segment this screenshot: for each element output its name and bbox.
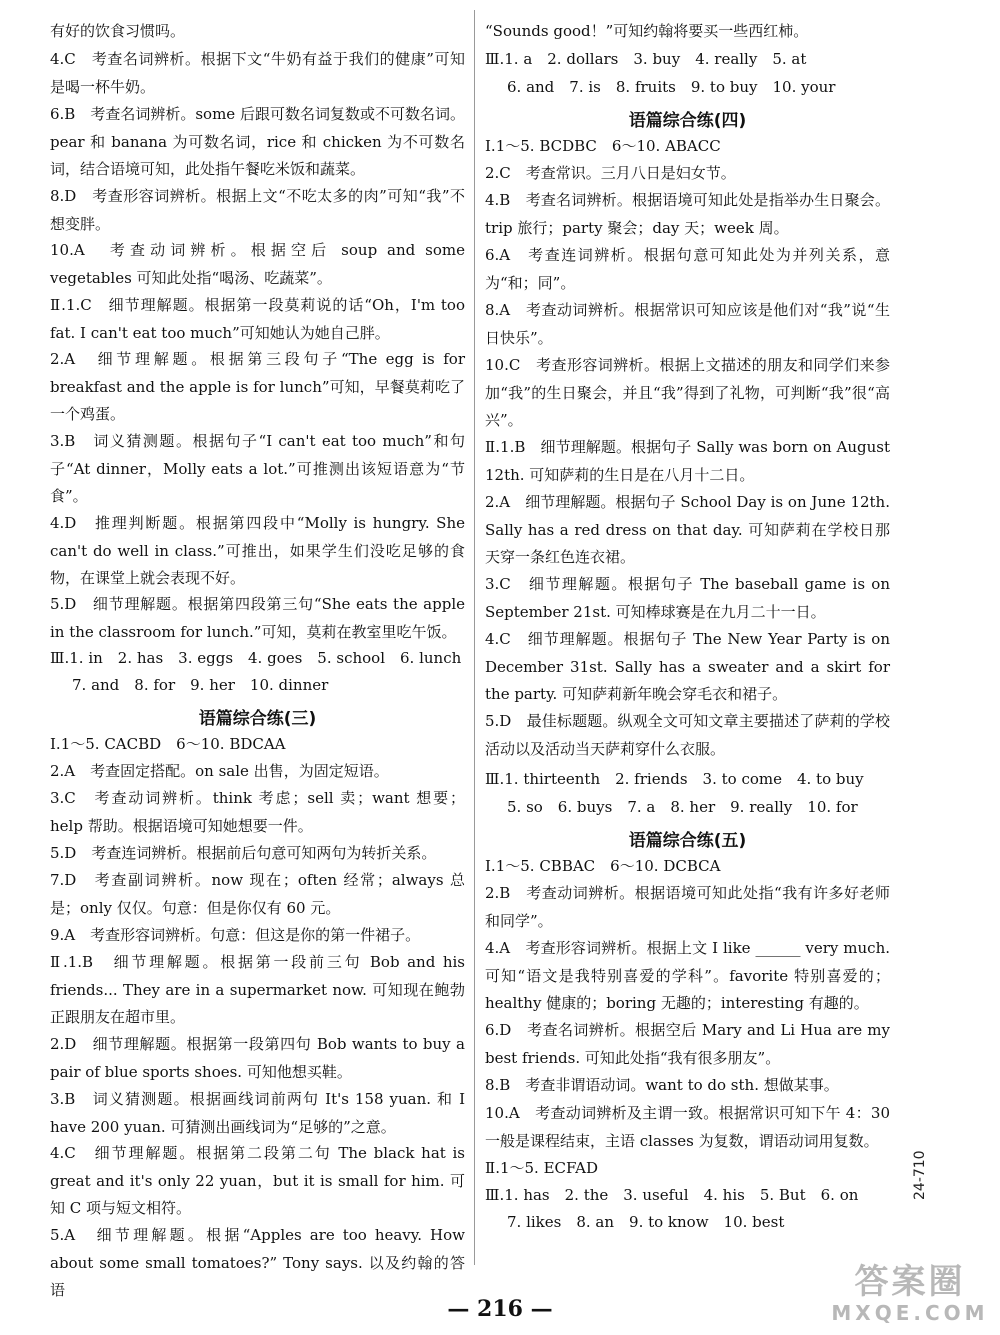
- answer-paragraph: 9.A 考查形容词辨析。句意：但这是你的第一件裙子。: [50, 926, 421, 944]
- answer-paragraph: 8.D 考查形容词辨析。根据上文“不吃太多的肉”可知“我”不想变胖。: [50, 187, 465, 233]
- answer-paragraph: 3.C 细节理解题。根据句子 The baseball game is on September 21st. 可知棒球赛是在九月二十一日。: [485, 575, 890, 621]
- column-divider: [474, 10, 475, 1265]
- answer-paragraph: 2.A 细节理解题。根据第三段句子“The egg is for breakfast and the apple is for lunch”可知，早餐莫莉吃了一个鸡蛋。: [50, 350, 465, 423]
- answer-paragraph: 7. likes 8. an 9. to know 10. best: [507, 1213, 785, 1231]
- page-number: — 216 —: [447, 1296, 553, 1322]
- answer-paragraph: Ⅱ.1.C 细节理解题。根据第一段莫莉说的话“Oh，I'm too fat. I can't eat too much”可知她认为她自己胖。: [50, 296, 465, 342]
- answer-paragraph: 3.B 词义猜测题。根据画线词前两句 It's 158 yuan. 和 I have 200 yuan. 可猜测出画线词为“足够的”之意。: [50, 1090, 465, 1136]
- answer-paragraph: 8.B 考查非谓语动词。want to do sth. 想做某事。: [485, 1076, 839, 1094]
- answer-paragraph: Ⅲ.1. has 2. the 3. useful 4. his 5. But 6. on: [485, 1186, 859, 1204]
- answer-paragraph: 7. and 8. for 9. her 10. dinner: [72, 676, 329, 694]
- answer-paragraph: 5.D 最佳标题题。纵观全文可知文章主要描述了萨莉的学校活动以及活动当天萨莉穿什么衣服。: [485, 712, 890, 758]
- answer-paragraph: 4.C 细节理解题。根据句子 The New Year Party is on December 31st. Sally has a sweater and a skirt for the party. 可知萨莉新年晚会穿毛衣和裙子。: [485, 630, 890, 703]
- watermark-logo: [830, 1262, 990, 1328]
- answer-paragraph: 3.C 考查动词辨析。think 考虑；sell 卖；want 想要；help 帮助。根据语境可知她想要一件。: [50, 789, 465, 835]
- answer-paragraph: 6.B 考查名词辨析。some 后跟可数名词复数或不可数名词。pear 和 banana 为可数名词，rice 和 chicken 为不可数名词，结合语境可知，此处指午餐吃米饭和蔬菜。: [50, 105, 465, 178]
- side-code: 24-710: [912, 1150, 928, 1200]
- answer-paragraph: 5. so 6. buys 7. a 8. her 9. really 10. for: [507, 798, 858, 816]
- answer-paragraph: 2.D 细节理解题。根据第一段第四句 Bob wants to buy a pair of blue sports shoes. 可知他想买鞋。: [50, 1035, 465, 1081]
- answer-paragraph: Ⅱ.1.B 细节理解题。根据句子 Sally was born on August 12th. 可知萨莉的生日是在八月十二日。: [485, 438, 890, 484]
- answer-paragraph: 6.A 考查连词辨析。根据句意可知此处为并列关系，意为“和；同”。: [485, 246, 890, 292]
- answer-paragraph: Ⅰ.1～5. BCDBC 6～10. ABACC: [485, 137, 721, 155]
- answer-paragraph: 10.A 考查动词辨析及主谓一致。根据常识可知下午 4：30 一般是课程结束，主语 classes 为复数，谓语动词用复数。: [485, 1104, 890, 1150]
- answer-paragraph: 5.D 细节理解题。根据第四段第三句“She eats the apple in the classroom for lunch.”可知，莫莉在教室里吃午饭。: [50, 595, 465, 641]
- answer-paragraph: Ⅲ.1. in 2. has 3. eggs 4. goes 5. school 6. lunch: [50, 649, 462, 667]
- answer-paragraph: 4.A 考查形容词辨析。根据上文 I like ______ very much. 可知“语文是我特别喜爱的学科”。favorite 特别喜爱的；healthy 健康的；boring 无趣的；interesting 有趣的。: [485, 939, 890, 1012]
- section-heading: 语篇综合练(四): [628, 111, 747, 131]
- answer-paragraph: 5.A 细节理解题。根据“Apples are too heavy. How about some small tomatoes?” Tony says. 以及约翰的答语: [50, 1226, 465, 1299]
- answer-paragraph: Ⅰ.1～5. CBBAC 6～10. DCBCA: [485, 857, 721, 875]
- answer-paragraph: 2.A 细节理解题。根据句子 School Day is on June 12th. Sally has a red dress on that day. 可知萨莉在学校日那天穿一条红色连衣裙。: [485, 493, 890, 566]
- answer-paragraph: 4.B 考查名词辨析。根据语境可知此处是指举办生日聚会。trip 旅行；party 聚会；day 天；week 周。: [485, 191, 890, 237]
- answer-paragraph: Ⅱ.1.B 细节理解题。根据第一段前三句 Bob and his friends... They are in a supermarket now. 可知现在鲍勃正跟朋友在超市里。: [50, 953, 465, 1026]
- answer-paragraph: 5.D 考查连词辨析。根据前后句意可知两句为转折关系。: [50, 844, 437, 862]
- answer-paragraph: 4.C 考查名词辨析。根据下文“牛奶有益于我们的健康”可知是喝一杯牛奶。: [50, 50, 465, 96]
- section-heading: 语篇综合练(五): [628, 831, 747, 851]
- answer-paragraph: 6.D 考查名词辨析。根据空后 Mary and Li Hua are my best friends. 可知此处指“我有很多朋友”。: [485, 1021, 890, 1067]
- answer-paragraph: 有好的饮食习惯吗。: [50, 22, 186, 40]
- answer-paragraph: 10.C 考查形容词辨析。根据上文描述的朋友和同学们来参加“我”的生日聚会，并且“我”得到了礼物，可判断“我”很“高兴”。: [485, 356, 890, 429]
- answer-paragraph: Ⅲ.1. a 2. dollars 3. buy 4. really 5. at: [485, 50, 807, 68]
- answer-paragraph: 2.B 考查动词辨析。根据语境可知此处指“我有许多好老师和同学”。: [485, 884, 890, 930]
- answer-paragraph: Ⅱ.1～5. ECFAD: [485, 1159, 598, 1177]
- answer-paragraph: “Sounds good！”可知约翰将要买一些西红柿。: [485, 22, 809, 40]
- answer-paragraph: 7.D 考查副词辨析。now 现在；often 经常；always 总是；only 仅仅。句意：但是你仅有 60 元。: [50, 871, 465, 917]
- answer-paragraph: 10.A 考查动词辨析。根据空后 soup and some vegetables 可知此处指“喝汤、吃蔬菜”。: [50, 241, 465, 287]
- watermark-url: MXQE.COM: [831, 1301, 989, 1325]
- answer-paragraph: 4.C 细节理解题。根据第二段第二句 The black hat is great and it's only 22 yuan，but it is small for him. 可知 C 项与短文相符。: [50, 1144, 465, 1217]
- answer-paragraph: 6. and 7. is 8. fruits 9. to buy 10. your: [507, 78, 836, 96]
- answer-paragraph: Ⅲ.1. thirteenth 2. friends 3. to come 4. to buy: [485, 770, 864, 788]
- section-heading: 语篇综合练(三): [198, 709, 317, 729]
- answer-paragraph: 2.C 考查常识。三月八日是妇女节。: [485, 164, 736, 182]
- answer-paragraph: 4.D 推理判断题。根据第四段中“Molly is hungry. She can't do well in class.”可推出，如果学生们没吃足够的食物，在课堂上就会表现不好。: [50, 514, 465, 587]
- answer-paragraph: 8.A 考查动词辨析。根据常识可知应该是他们对“我”说“生日快乐”。: [485, 301, 890, 347]
- answer-paragraph: Ⅰ.1～5. CACBD 6～10. BDCAA: [50, 735, 286, 753]
- answer-paragraph: 3.B 词义猜测题。根据句子“I can't eat too much”和句子“At dinner，Molly eats a lot.”可推测出该短语意为“节食”。: [50, 432, 465, 505]
- answer-paragraph: 2.A 考查固定搭配。on sale 出售，为固定短语。: [50, 762, 389, 780]
- watermark-text: 答案圈: [854, 1262, 966, 1302]
